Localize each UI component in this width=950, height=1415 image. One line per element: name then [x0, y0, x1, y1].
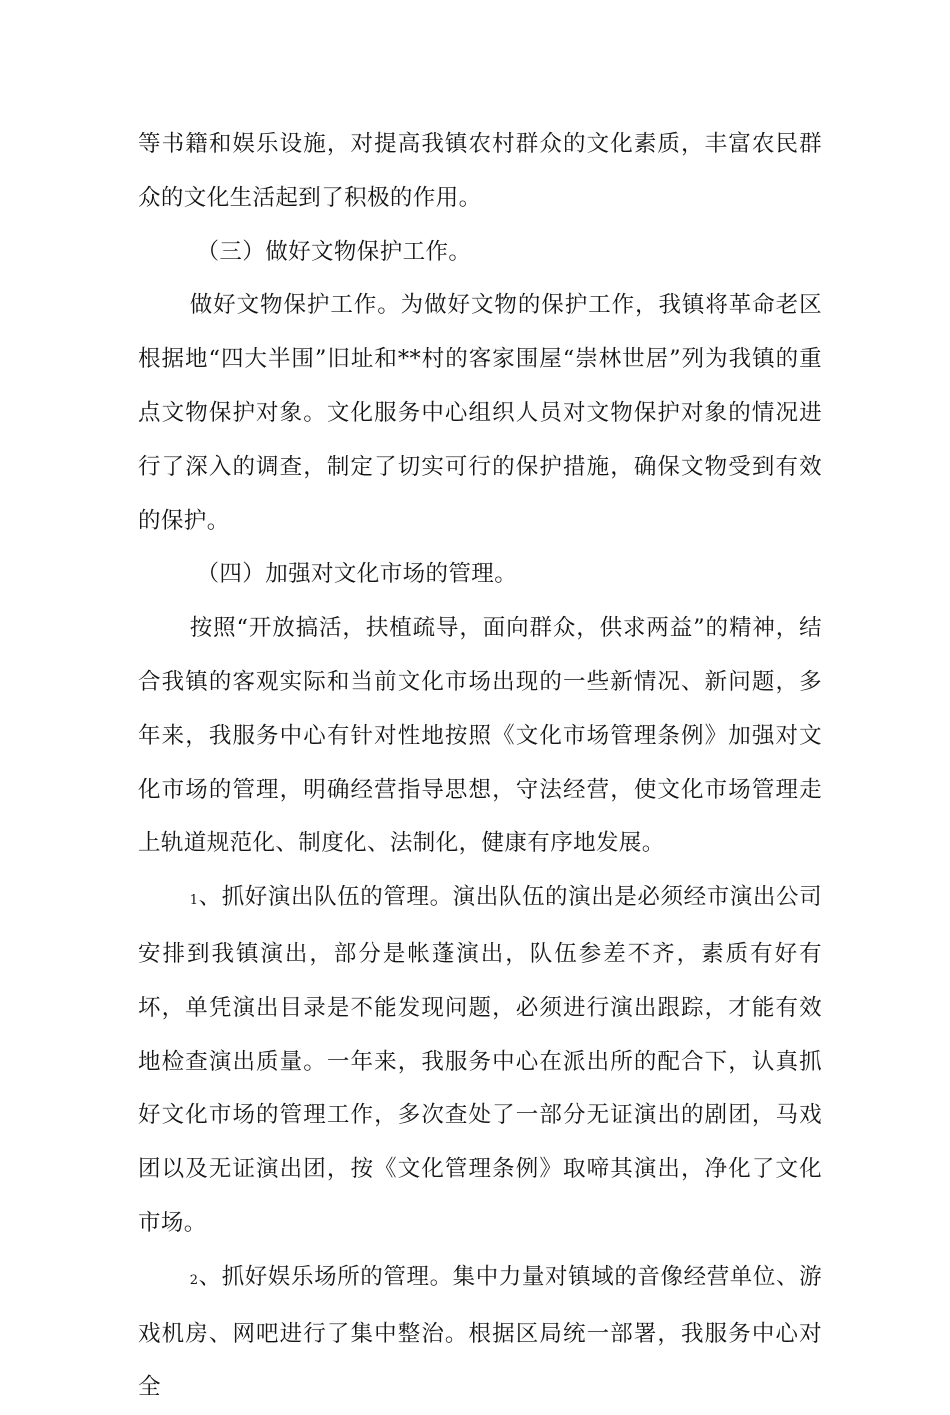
- paragraph-item-1: [138, 871, 822, 1251]
- item-number-1: 1: [189, 893, 199, 909]
- document-body: [138, 118, 822, 1415]
- item-number-2: 2: [189, 1272, 199, 1288]
- item-2-text: 、抓好娱乐场所的管理。集中力量对镇域的音像经营单位、游戏机房、网吧进行了集中整治。根据区局统一部署，我服务中心对全: [138, 1263, 822, 1401]
- section-heading-3: （三）做好文物保护工作。: [196, 238, 472, 265]
- paragraph-continuation: 等书籍和娱乐设施，对提高我镇农村群众的文化素质，丰富农民群众的文化生活起到了积极的作用。: [138, 131, 822, 211]
- paragraph-item-2: [138, 1251, 822, 1415]
- paragraph-market-management: 按照“开放搞活，扶植疏导，面向群众，供求两益”的精神，结合我镇的客观实际和当前文化市场出现的一些新情况、新问题，多年来，我服务中心有针对性地按照《文化市场管理条例》加强对文化市场的管理，明确经营指导思想，守法经营，使文化市场管理走上轨道规范化、制度化、法制化，健康有序地发展。: [138, 615, 822, 857]
- item-1-text: 、抓好演出队伍的管理。演出队伍的演出是必须经市演出公司安排到我镇演出，部分是帐蓬演出，队伍参差不齐，素质有好有坏，单凭演出目录是不能发现问题，必须进行演出跟踪，才能有效地检查演出质量。一年来，我服务中心在派出所的配合下，认真抓好文化市场的管理工作，多次查处了一部分无证演出的剧团，马戏团以及无证演出团，按《文化管理条例》取啼其演出，净化了文化市场。: [138, 884, 822, 1236]
- paragraph-cultural-relics: 做好文物保护工作。为做好文物的保护工作，我镇将革命老区根据地“四大半围”旧址和**村的客家围屋“崇林世居”列为我镇的重点文物保护对象。文化服务中心组织人员对文物保护对象的情况进行了深入的调查，制定了切实可行的保护措施，确保文物受到有效的保护。: [138, 292, 822, 534]
- section-heading-4: （四）加强对文化市场的管理。: [196, 561, 518, 588]
